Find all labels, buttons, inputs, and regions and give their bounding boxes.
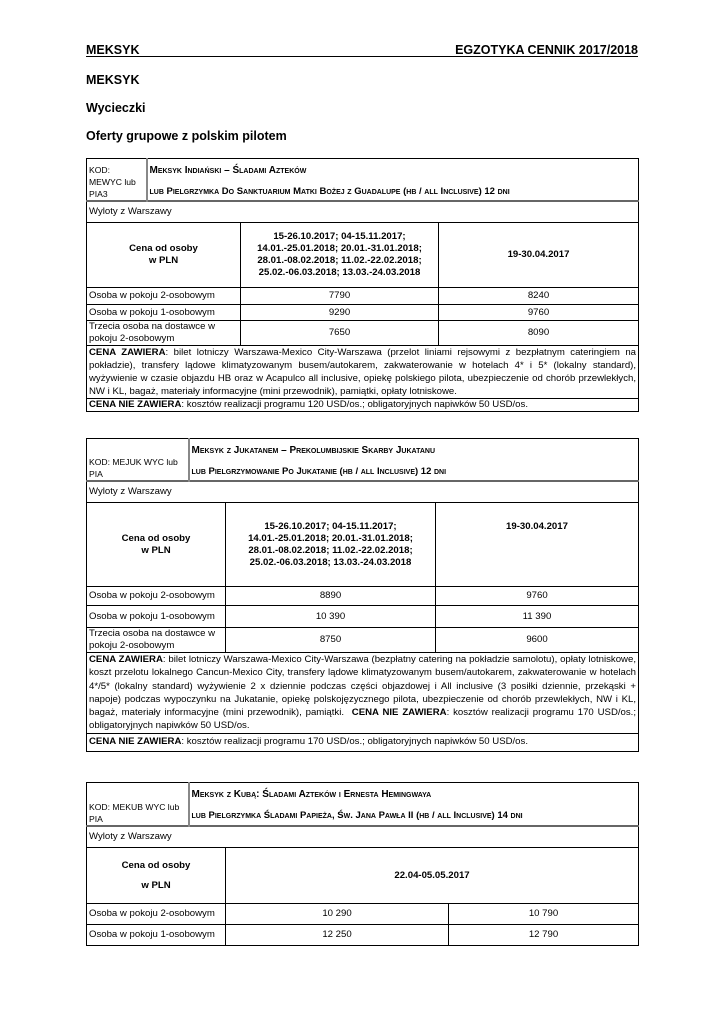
table-row: Osoba w pokoju 2-osobowym 7790 8240 — [87, 288, 639, 305]
price-excludes: CENA NIE ZAWIERA: kosztów realizacji programu 170 USD/os.; obligatoryjnych napiwków 50 USD/os. — [87, 733, 639, 751]
header-right: EGZOTYKA CENNIK 2017/2018 — [455, 43, 638, 57]
tour-code: KOD: MEJUK WYC lub PIA — [87, 439, 189, 481]
table-row: Osoba w pokoju 1-osobowym 9290 9760 — [87, 305, 639, 321]
header-left: MEKSYK — [86, 43, 140, 57]
tour-title: Meksyk z Kubą: Śladami Azteków i Ernesta Hemingwaya — [191, 789, 432, 800]
departure: Wyloty z Warszawy — [87, 201, 639, 223]
price-label: Cena od osoby — [129, 243, 198, 254]
date-column-1: 15-26.10.2017; 04-15.11.2017; 14.01.-25.01.2018; 20.01.-31.01.2018; 28.01.-08.02.2018; 11.02.-22.02.2018; 25.02.-06.03.2018; 13.03.-24.03.2018 — [241, 223, 439, 288]
table-row: Osoba w pokoju 1-osobowym 12 250 12 790 — [87, 925, 639, 946]
header-rule — [86, 56, 638, 57]
price-includes: CENA ZAWIERA: bilet lotniczy Warszawa-Mexico City-Warszawa (bezpłatny catering na pokładzie samolotu), opłaty lotniskowe, koszt przelotu lokalnego Cancun-Mexico City, transfery lądowe klimatyzowanym busem/autokarem, zakwaterowanie w hotelach 4*/5* (lokalny standard) wyżywienie 2 x dziennie podczas części objazdowej i All inclusive (3 posiłki dziennie, przekąski + napoje) podczas wypoczynku na Jukatanie, opiekę polskojęzycznego pilota, ubezpieczenie od chorób przewlekłych, NW i KL, bagaż, materiały informacyjne (mini przewodnik), pamiątki. CENA NIE ZAWIERA: kosztów realizacji programu 170 USD/os.; obligatoryjnych napiwków 50 USD/os. — [87, 653, 639, 734]
date-column-2: 19-30.04.2017 — [436, 503, 639, 587]
table-row: Trzecia osoba na dostawce w pokoju 2-osobowym 7650 8090 — [87, 321, 639, 346]
tour-title: Meksyk Indiański – Śladami Azteków — [149, 165, 307, 176]
price-currency: w PLN — [141, 544, 171, 556]
tour-table-1 — [86, 158, 639, 412]
price-includes: CENA ZAWIERA: bilet lotniczy Warszawa-Mexico City-Warszawa (przelot liniami rejsowymi z bezpłatnym cateringiem na pokładzie), transfery lądowe klimatyzowanym busem/autokarem, zakwaterowanie w hotelach 4* i 5* (lokalny standard), wyżywienie w czasie objazdu HB oraz w Acapulco all inclusive, opiekę polskiego pilota, ubezpieczenie od chorób przewlekłych, NW i KL, bagaż, materiały informacyjne (mini przewodnik), pamiątki, opłaty lotniskowe. — [87, 346, 639, 399]
section-category: Wycieczki — [86, 101, 146, 115]
table-row: Trzecia osoba na dostawce w pokoju 2-osobowym 8750 9600 — [87, 628, 639, 653]
date-column-1: 22.04-05.05.2017 — [226, 848, 639, 904]
tour-subtitle: lub Pielgrzymowanie Po Jukatanie (hb / all Inclusive) 12 dni — [191, 466, 447, 477]
table-row: Osoba w pokoju 2-osobowym 10 290 10 790 — [87, 904, 639, 925]
price-excludes: CENA NIE ZAWIERA: kosztów realizacji programu 120 USD/os.; obligatoryjnych napiwków 50 USD/os. — [87, 399, 639, 412]
tour-subtitle: lub Pielgrzymka Do Sanktuarium Matki Bożej z Guadalupe (hb / all Inclusive) 12 dni — [149, 186, 510, 197]
table-row: Osoba w pokoju 2-osobowym 8890 9760 — [87, 587, 639, 606]
price-currency: w PLN — [148, 255, 179, 266]
date-column-1: 15-26.10.2017; 04-15.11.2017; 14.01.-25.01.2018; 20.01.-31.01.2018; 28.01.-08.02.2018; 11.02.-22.02.2018; 25.02.-06.03.2018; 13.03.-24.03.2018 — [226, 503, 436, 587]
price-label: Cena od osoby — [121, 532, 191, 544]
price-label: Cena od osoby — [121, 859, 191, 871]
tour-table-2 — [86, 438, 639, 752]
section-subcategory: Oferty grupowe z polskim pilotem — [86, 129, 287, 143]
tour-table-3 — [86, 782, 639, 946]
departure: Wyloty z Warszawy — [87, 481, 639, 503]
table-row: Osoba w pokoju 1-osobowym 10 390 11 390 — [87, 606, 639, 628]
tour-code: KOD: MEKUB WYC lub PIA — [87, 783, 189, 826]
price-currency: w PLN — [141, 879, 171, 891]
tour-code: KOD: MEWYC lub PIA3 — [87, 159, 147, 201]
departure: Wyloty z Warszawy — [87, 826, 639, 848]
section-country: MEKSYK — [86, 73, 140, 87]
tour-title: Meksyk z Jukatanem – Prekolumbijskie Skarby Jukatanu — [191, 445, 436, 456]
date-column-2: 19-30.04.2017 — [439, 223, 639, 288]
tour-subtitle: lub Pielgrzymka Śladami Papieża, Św. Jana Pawła II (hb / all Inclusive) 14 dni — [191, 810, 523, 821]
